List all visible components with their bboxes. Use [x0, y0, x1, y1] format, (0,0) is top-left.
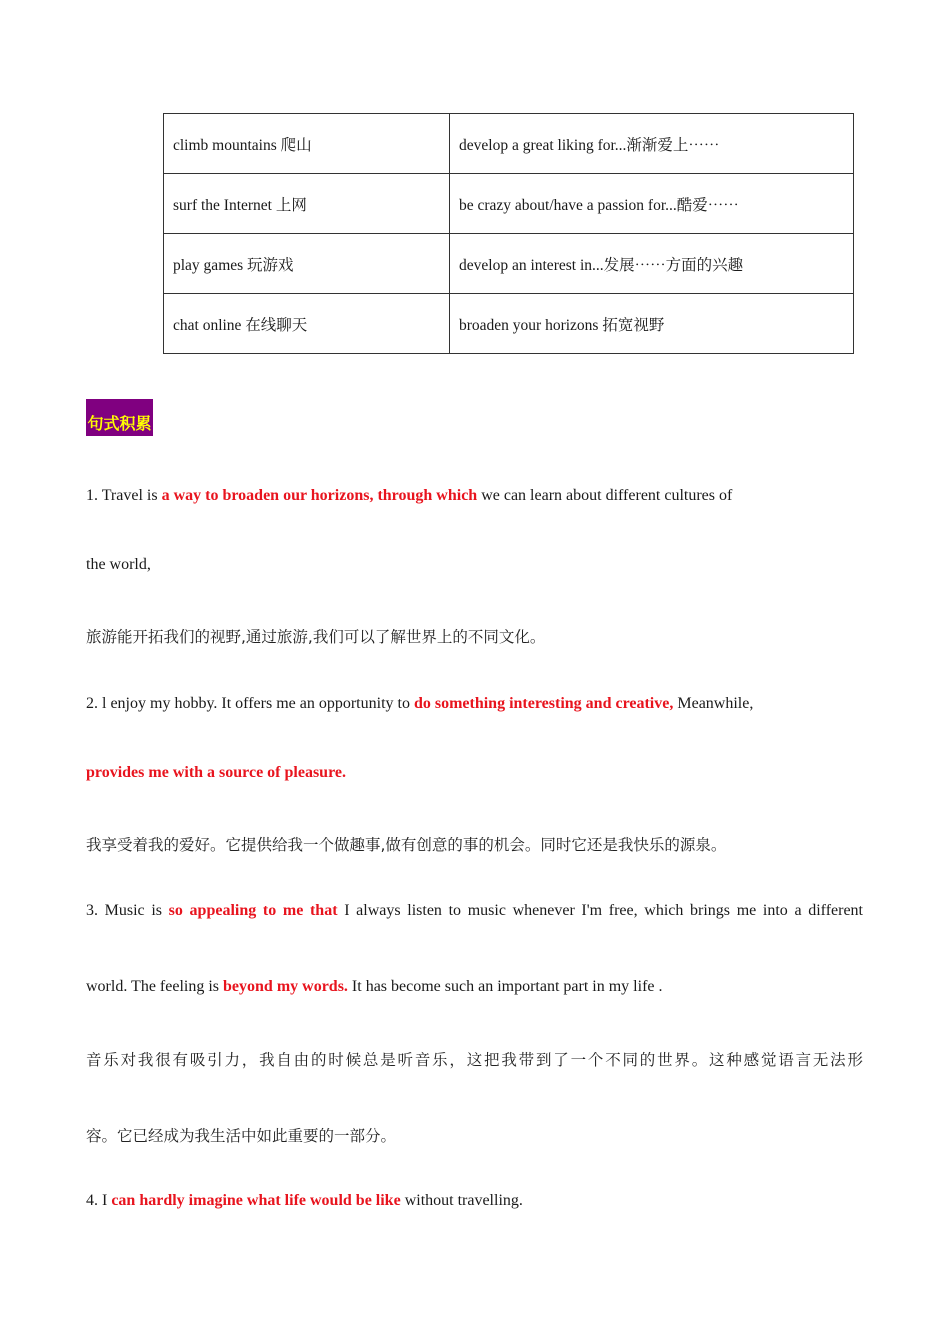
table-cell: be crazy about/have a passion for...酷爱⋯⋯: [450, 174, 854, 234]
table-cell: develop a great liking for...渐渐爱上⋯⋯: [450, 114, 854, 174]
table-cell: chat online 在线聊天: [164, 294, 450, 354]
table-cell: play games 玩游戏: [164, 234, 450, 294]
table-cell: surf the Internet 上网: [164, 174, 450, 234]
table-row: [164, 174, 854, 234]
sentence-1-line-1: [86, 487, 732, 505]
sentence-text: 2. l enjoy my hobby. It offers me an opportunity to: [86, 695, 414, 712]
vocabulary-table: [163, 113, 854, 354]
sentence-2-line-1: [86, 695, 753, 713]
table-row: [164, 114, 854, 174]
sentence-text: without travelling.: [400, 1192, 523, 1209]
highlight-phrase: so appealing to me that: [168, 902, 338, 919]
sentence-text: It has become such an important part in my life .: [347, 978, 663, 995]
sentence-2-translation: 我享受着我的爱好。它提供给我一个做趣事,做有创意的事的机会。同时它还是我快乐的源泉。: [86, 836, 727, 854]
sentence-1-translation: 旅游能开拓我们的视野,通过旅游,我们可以了解世界上的不同文化。: [86, 628, 546, 646]
highlight-phrase: beyond my words.: [223, 978, 348, 995]
sentence-text: world. The feeling is: [86, 978, 224, 995]
sentence-2-line-2: provides me with a source of pleasure.: [86, 764, 346, 781]
sentence-3-translation-line-2: 容。它已经成为我生活中如此重要的一部分。: [86, 1127, 397, 1145]
highlight-phrase: a way to broaden our horizons, through which: [161, 487, 478, 504]
sentence-1-line-2: the world,: [86, 556, 151, 573]
sentence-text: Meanwhile,: [673, 695, 754, 712]
table-cell: broaden your horizons 拓宽视野: [450, 294, 854, 354]
sentence-text: I always listen to music whenever I'm free, which brings me into a different: [337, 902, 864, 919]
sentence-3-line-2: [86, 978, 663, 996]
table-row: [164, 294, 854, 354]
table-cell: develop an interest in...发展⋯⋯方面的兴趣: [450, 234, 854, 294]
sentence-text: we can learn about different cultures of: [477, 487, 733, 504]
sentence-4-line-1: [86, 1192, 523, 1210]
table-row: [164, 234, 854, 294]
sentence-text: 3. Music is: [86, 902, 169, 919]
table-cell: climb mountains 爬山: [164, 114, 450, 174]
sentence-3-line-1: [86, 902, 863, 920]
sentence-3-translation-line-1: 音乐对我很有吸引力，我自由的时候总是听音乐，这把我带到了一个不同的世界。这种感觉语言无法形: [86, 1051, 863, 1069]
highlight-phrase: can hardly imagine what life would be like: [111, 1192, 401, 1209]
sentence-text: 4. I: [86, 1192, 112, 1209]
highlight-phrase: do something interesting and creative,: [413, 695, 674, 712]
section-heading-sentence-patterns: 句式积累: [86, 399, 153, 436]
sentence-text: 1. Travel is: [86, 487, 162, 504]
